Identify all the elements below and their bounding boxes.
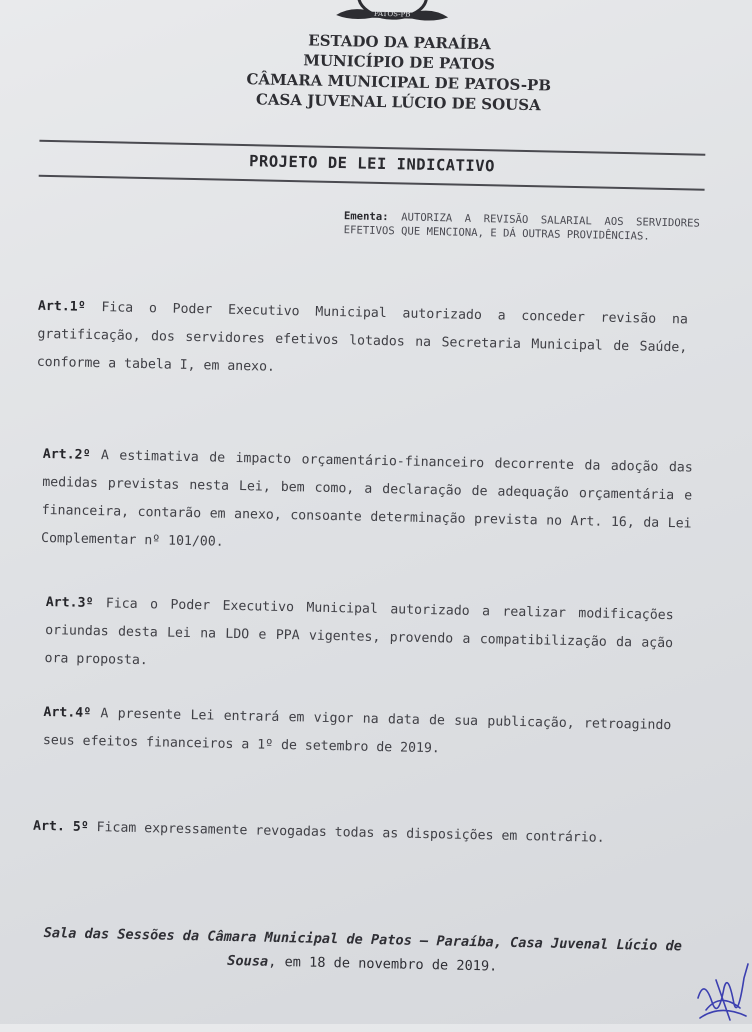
article-5 <box>33 813 683 855</box>
article-2 <box>41 441 693 567</box>
article-1-text: Fica o Poder Executivo Municipal autorizado a conceder revisão na gratificação, dos servidores efetivos lotados na Secretaria Municipal de Saúde, conforme a tabela I, em anexo. <box>36 300 688 375</box>
seal-text: PATOS-PB <box>373 9 411 19</box>
municipal-seal <box>332 0 453 33</box>
handwritten-signature <box>690 958 752 1024</box>
article-4-text: A presente Lei entrará em vigor na data de sua publicação, retroagindo seus efeitos financeiros a 1º de setembro de 2019. <box>42 706 672 757</box>
article-3-label: Art.3º <box>45 595 94 612</box>
article-3-text: Fica o Poder Executivo Municipal autorizado a realizar modificações oriundas desta Lei na LDO e PPA vigentes, provendo a compatibilização da ação ora proposta. <box>44 596 674 669</box>
closing-place: Sala das Sessões da Câmara Municipal de Patos – Paraíba, Casa Juvenal Lúcio de Sousa <box>43 925 683 970</box>
ementa-label: Ementa: <box>343 210 389 224</box>
closing-statement <box>30 921 695 983</box>
article-1 <box>37 293 689 391</box>
document-title: PROJETO DE LEI INDICATIVO <box>248 152 496 176</box>
article-5-label: Art. 5º <box>32 818 89 835</box>
article-1-label: Art.1º <box>37 298 86 315</box>
article-2-label: Art.2º <box>42 446 91 463</box>
house-name: CASA JUVENAL LÚCIO DE SOUSA <box>255 90 541 115</box>
article-4 <box>43 699 672 768</box>
article-5-text: Ficam expressamente revogadas todas as disposições em contrário. <box>96 820 605 846</box>
ementa <box>343 209 700 244</box>
municipality-name: MUNICÍPIO DE PATOS <box>303 51 496 74</box>
closing-date: , em 18 de novembro de 2019. <box>268 953 498 975</box>
article-4-label: Art.4º <box>43 705 92 721</box>
chamber-name: CÂMARA MUNICIPAL DE PATOS-PB <box>246 70 552 95</box>
article-3 <box>44 589 674 686</box>
state-name: ESTADO DA PARAÍBA <box>308 31 492 54</box>
ementa-text: AUTORIZA A REVISÃO SALARIAL AOS SERVIDORES EFETIVOS QUE MENCIONA, E DÁ OUTRAS PROVIDÊNCIAS. <box>343 211 700 243</box>
letterhead <box>208 28 590 116</box>
article-2-text: A estimativa de impacto orçamentário-financeiro decorrente da adoção das medidas previstas nesta Lei, bem como, a declaração de adequação orçamentária e financeira, contarão em anexo, consoante determinação prevista no Art. 16, da Lei Complementar nº 101/00. <box>40 448 693 550</box>
